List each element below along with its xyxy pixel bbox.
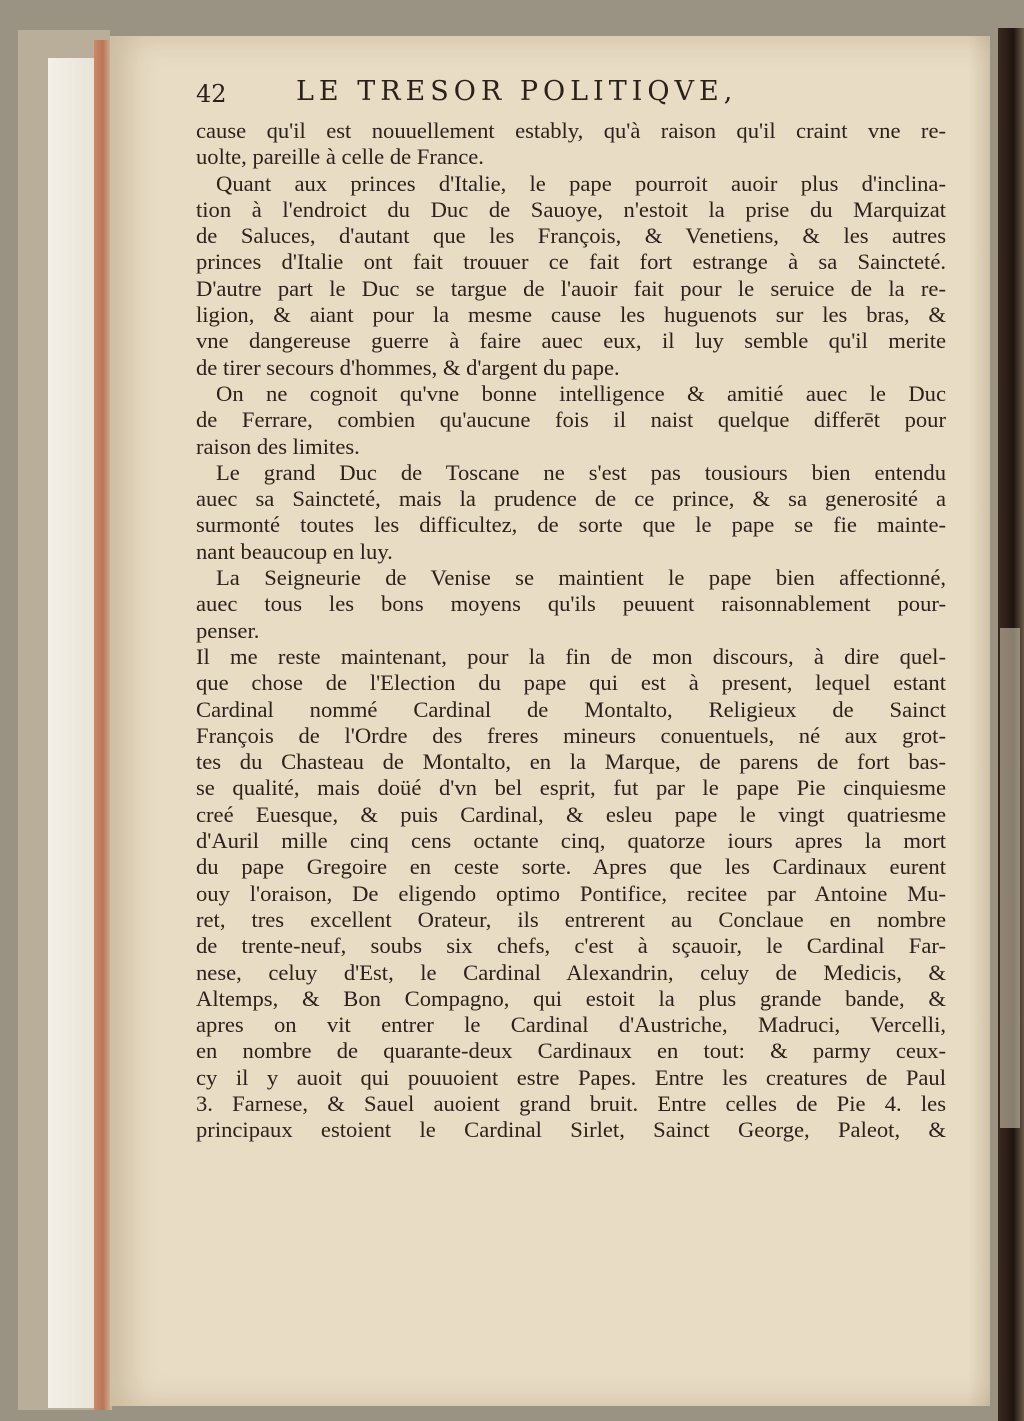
text-line: en nombre de quarante-deux Cardinaux en tout: & parmy ceux- <box>196 1038 946 1064</box>
text-line: vne dangereuse guerre à faire auec eux, il luy semble qu'il merite <box>196 328 946 354</box>
text-line: auec sa Saincteté, mais la prudence de ce prince, & sa generosité a <box>196 486 946 512</box>
text-line: principaux estoient le Cardinal Sirlet, Sainct George, Paleot, & <box>196 1117 946 1143</box>
text-line: uolte, pareille à celle de France. <box>196 144 484 170</box>
text-line: surmonté toutes les difficultez, de sorte que le pape se fie mainte- <box>196 512 946 538</box>
text-line: tes du Chasteau de Montalto, en la Marque, de parens de fort bas- <box>196 749 946 775</box>
text-line: auec tous les bons moyens qu'ils peuuent raisonnablement pour- <box>196 591 946 617</box>
text-line: Altemps, & Bon Compagno, qui estoit la plus grande bande, & <box>196 985 946 1011</box>
text-line: cause qu'il est nouuellement estably, qu'à raison qu'il craint vne re- <box>196 118 946 143</box>
text-line: apres on vit entrer le Cardinal d'Austriche, Madruci, Vercelli, <box>196 1012 946 1038</box>
text-line: de tirer secours d'hommes, & d'argent du pape. <box>196 354 620 380</box>
book-spine <box>998 28 1024 1421</box>
text-line: On ne cognoit qu'vne bonne intelligence & amitié auec le Duc <box>216 380 946 406</box>
text-line: que chose de l'Election du pape qui est à present, lequel estant <box>196 670 946 696</box>
text-line: raison des limites. <box>196 433 360 459</box>
page-header <box>196 72 866 112</box>
text-line: Le grand Duc de Toscane ne s'est pas tousiours bien entendu <box>216 459 946 485</box>
text-line: D'autre part le Duc se targue de l'auoir fait pour le seruice de la re- <box>196 275 946 301</box>
text-line: Quant aux princes d'Italie, le pape pourroit auoir plus d'inclina- <box>216 170 946 196</box>
text-line: se qualité, mais doüé d'vn bel esprit, fut par le pape Pie cinquiesme <box>196 775 946 801</box>
text-line: creé Euesque, & puis Cardinal, & esleu pape le vingt quatriesme <box>196 801 946 827</box>
text-line: penser. <box>196 617 260 643</box>
text-line: de trente-neuf, soubs six chefs, c'est à sçauoir, le Cardinal Far- <box>196 933 946 959</box>
text-line: tion à l'endroict du Duc de Sauoye, n'estoit la prise du Marquizat <box>196 196 946 222</box>
facing-page-stub <box>1000 628 1020 1128</box>
text-line: cy il y auoit qui pouuoient estre Papes. Entre les creatures de Paul <box>196 1064 946 1090</box>
text-line: ret, tres excellent Orateur, ils entrerent au Conclaue en nombre <box>196 906 946 932</box>
text-line: 3. Farnese, & Sauel auoient grand bruit. Entre celles de Pie 4. les <box>196 1090 946 1116</box>
text-line: ligion, & aiant pour la mesme cause les huguenots sur les bras, & <box>196 302 946 328</box>
text-line: du pape Gregoire en ceste sorte. Apres que les Cardinaux eurent <box>196 854 946 880</box>
text-line: Cardinal nommé Cardinal de Montalto, Religieux de Sainct <box>196 696 946 722</box>
text-line: François de l'Ordre des freres mineurs conuentuels, né aux grot- <box>196 722 946 748</box>
body-text <box>196 118 946 1144</box>
text-line: de Ferrare, combien qu'aucune fois il naist quelque differēt pour <box>196 407 946 433</box>
text-line: de Saluces, d'autant que les François, & Venetiens, & les autres <box>196 223 946 249</box>
text-line: La Seigneurie de Venise se maintient le pape bien affectionné, <box>216 565 946 591</box>
text-line: nant beaucoup en luy. <box>196 538 393 564</box>
text-line: ouy l'oraison, De eligendo optimo Pontifice, recitee par Antoine Mu- <box>196 880 946 906</box>
text-line: Il me reste maintenant, pour la fin de mon discours, à dire quel- <box>196 643 946 669</box>
text-line: nese, celuy d'Est, le Cardinal Alexandrin, celuy de Medicis, & <box>196 959 946 985</box>
running-title: LE TRESOR POLITIQVE, <box>296 76 738 107</box>
text-line: d'Auril mille cinq cens octante cinq, quatorze iours apres la mort <box>196 828 946 854</box>
text-line: princes d'Italie ont fait trouuer ce fait fort estrange à sa Saincteté. <box>196 249 946 275</box>
page-number: 42 <box>196 80 227 108</box>
